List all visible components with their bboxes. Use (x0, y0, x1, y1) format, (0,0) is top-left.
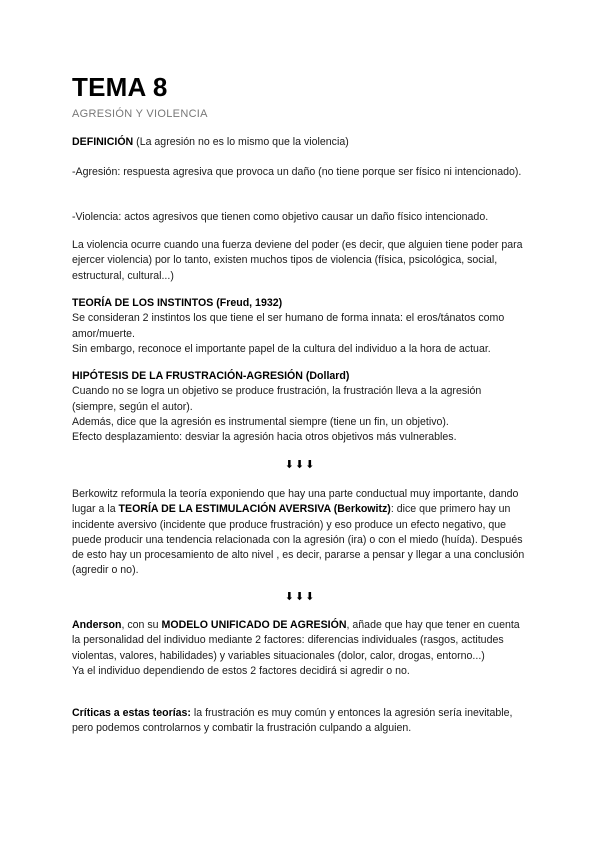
definition-note: (La agresión no es lo mismo que la violencia) (133, 136, 349, 148)
anderson-model-name: MODELO UNIFICADO DE AGRESIÓN (161, 619, 347, 631)
instincts-line-2: Sin embargo, reconoce el importante papel de la cultura del individuo a la hora de actuar. (72, 342, 491, 355)
instincts-section (72, 296, 528, 357)
frustration-section (72, 369, 528, 445)
down-arrows-icon: ⬇⬇⬇ (284, 591, 316, 603)
criticas-text: la frustración es muy común y entonces la agresión sería inevitable, pero podemos controlarnos y combatir la frustración culpando a alguien. (72, 707, 513, 735)
criticas-paragraph (72, 706, 528, 737)
page-subtitle: AGRESIÓN Y VIOLENCIA (72, 108, 208, 120)
anderson-paragraph (72, 618, 528, 679)
anderson-text-1: , con su (121, 619, 162, 631)
berkowitz-text-2: : dice que primero hay un incidente aversivo (incidente que produce frustración) y eso produce un efecto negativo, que puede producir una tendencia relacionada con la agresión (ira) o con el miedo (huída). Después de esto hay un procesamiento de alto nivel , es decir, pararse a pensar y llegar a una conclusión (agredir o no). (72, 503, 525, 577)
berkowitz-text-1: Berkowitz reformula la teoría exponiendo que hay una parte conductual muy importante, dando lugar a la (72, 488, 519, 516)
down-arrows-icon: ⬇⬇⬇ (284, 459, 316, 471)
definition-heading: DEFINICIÓN (72, 136, 134, 148)
agresion-definition: -Agresión: respuesta agresiva que provoca un daño (no tiene porque ser físico ni intencionado). (72, 166, 522, 178)
frustration-line-2: Además, dice que la agresión es instrumental siempre (tiene un fin, un objetivo). (72, 415, 449, 428)
anderson-text-2: , añade que hay que tener en cuenta la personalidad del individuo mediante 2 factores: diferencias individuales (rasgos, actitudes violentas, valores, habilidades) y variables situacionales (dolor, calor, drogas, entorno...) (72, 619, 520, 662)
violence-paragraph: La violencia ocurre cuando una fuerza deviene del poder (es decir, que alguien tiene poder para ejercer violencia) por lo tanto, existen muchos tipos de violencia (física, psicológica, social, estructural, cultural...) (72, 239, 523, 282)
instincts-heading: TEORÍA DE LOS INSTINTOS (Freud, 1932) (72, 297, 283, 309)
frustration-heading: HIPÓTESIS DE LA FRUSTRACIÓN-AGRESIÓN (Dollard) (72, 370, 350, 382)
frustration-line-3: Efecto desplazamiento: desviar la agresión hacia otros objetivos más vulnerables. (72, 431, 457, 444)
anderson-name: Anderson (72, 619, 122, 631)
definition-paragraph (72, 135, 528, 150)
berkowitz-paragraph (72, 487, 528, 579)
page-title: TEMA 8 (72, 72, 168, 102)
frustration-line-1: Cuando no se logra un objetivo se produce frustración, la frustración lleva a la agresión (siempre, según el autor). (72, 385, 482, 413)
instincts-line-1: Se consideran 2 instintos los que tiene el ser humano de forma innata: el eros/tánatos como amor/muerte. (72, 312, 505, 340)
violencia-definition: -Violencia: actos agresivos que tienen como objetivo causar un daño físico intencionado. (72, 211, 489, 223)
anderson-line-2: Ya el individuo dependiendo de estos 2 factores decidirá si agredir o no. (72, 664, 410, 677)
berkowitz-theory-name: TEORÍA DE LA ESTIMULACIÓN AVERSIVA (Berkowitz) (118, 503, 391, 516)
criticas-heading: Críticas a estas teorías: (72, 707, 191, 719)
